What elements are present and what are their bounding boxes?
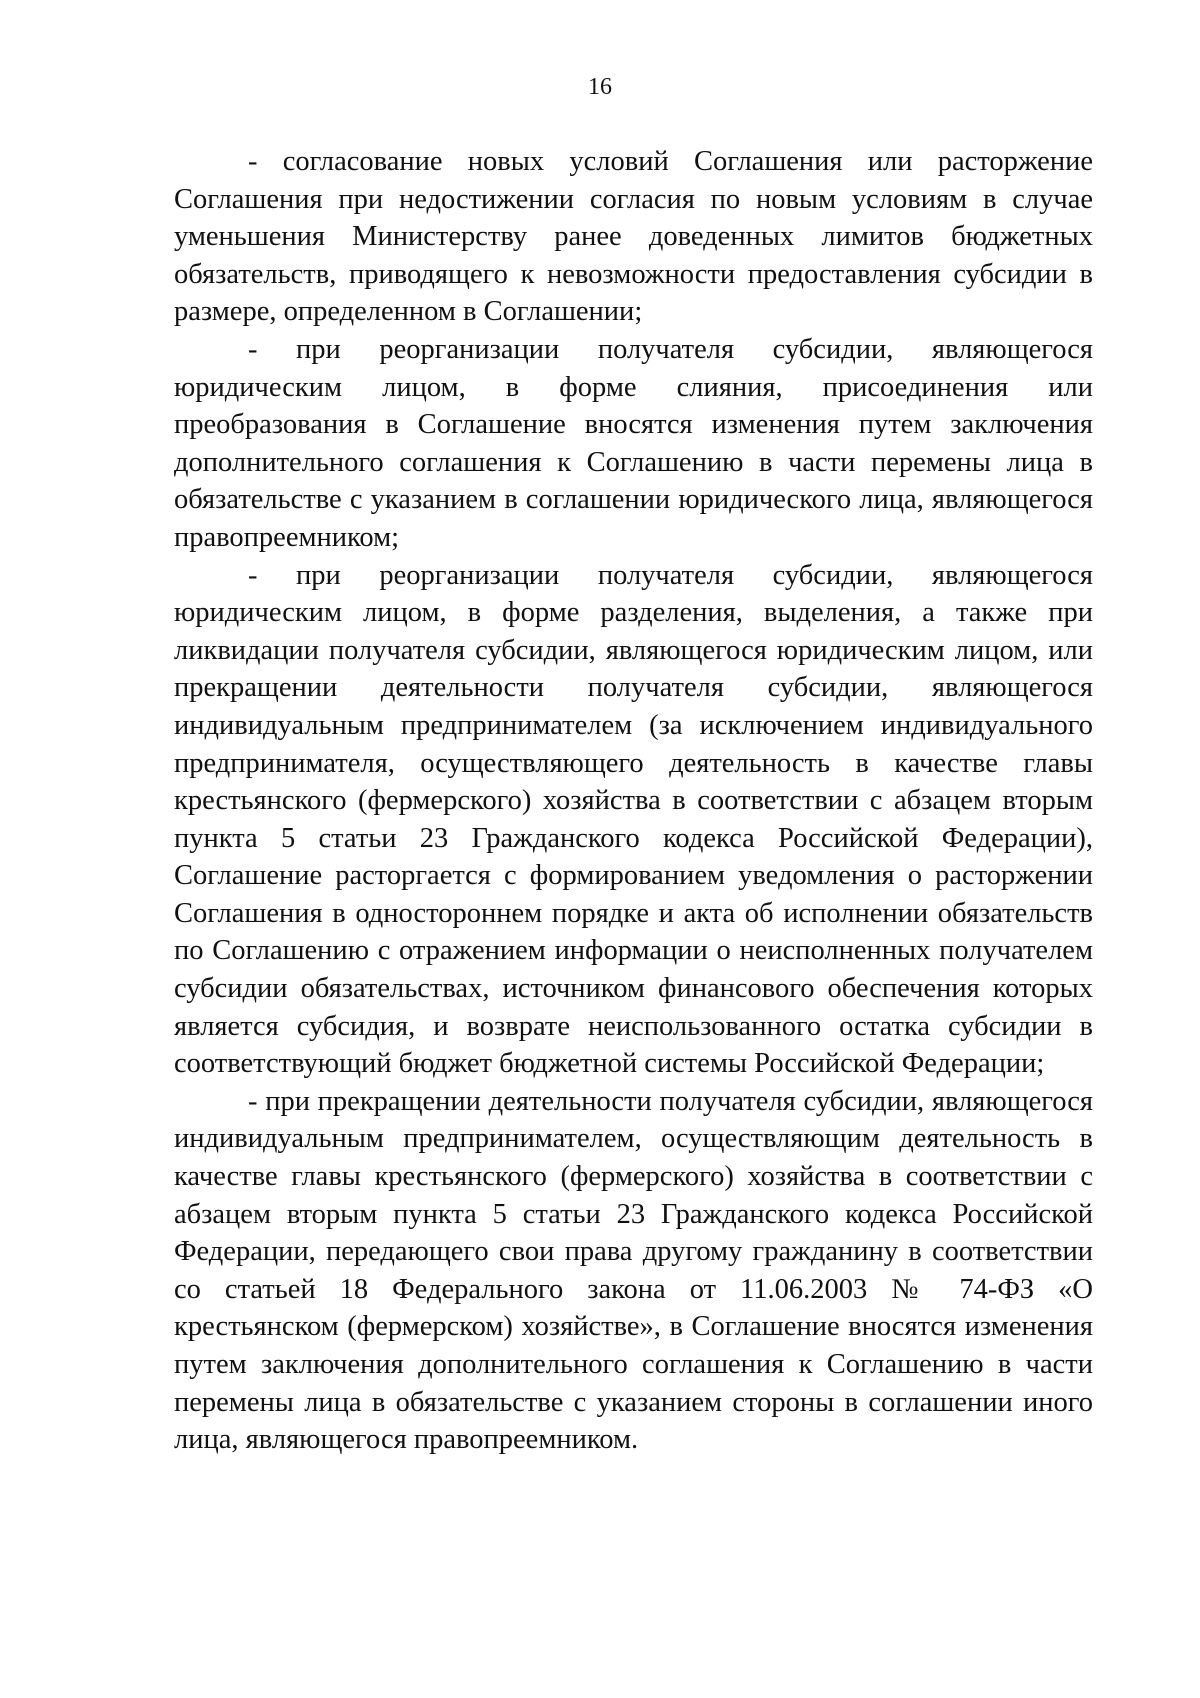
paragraph-farm-head-termination: - при прекращении деятельности получателя субсидии, являющегося индивидуальным предпринимателем, осуществляющим деятельность в качестве главы крестьянского (фермерского) хозяйства в соответствии с абзацем вторым пункта 5 статьи 23 Гражданского кодекса Российской Федерации, передающего свои права другому гражданину в соответствии со статьей 18 Федерального закона от 11.06.2003 № 74-ФЗ «О крестьянском (фермерском) хозяйстве», в Соглашение вносятся изменения путем заключения дополнительного соглашения к Соглашению в части перемены лица в обязательстве с указанием стороны в соглашении иного лица, являющегося правопреемником.: [174, 1085, 1093, 1456]
paragraph-reorganization-division: - при реорганизации получателя субсидии, являющегося юридическим лицом, в форме разделения, выделения, а также при ликвидации получателя субсидии, являющегося юридическим лицом, или прекращении деятельности получателя субсидии, являющегося индивидуальным предпринимателем (за исключением индивидуального предпринимателя, осуществляющего деятельность в качестве главы крестьянского (фермерского) хозяйства в соответствии с абзацем вторым пункта 5 статьи 23 Гражданского кодекса Российской Федерации), Соглашение расторгается с формированием уведомления о расторжении Соглашения в одностороннем порядке и акта об исполнении обязательств по Соглашению с отражением информации о неисполненных получателем субсидии обязательствах, источником финансового обеспечения которых является субсидия, и возврате неиспользованного остатка субсидии в соответствующий бюджет бюджетной системы Российской Федерации;: [174, 559, 1093, 1080]
paragraph-agreement-new-conditions: - согласование новых условий Соглашения или расторжение Соглашения при недостижении согласия по новым условиям в случае уменьшения Министерству ранее доведенных лимитов бюджетных обязательств, приводящего к невозможности предоставления субсидии в размере, определенном в Соглашении;: [174, 146, 1093, 328]
document-body: [174, 143, 1093, 1459]
page-number: 16: [588, 74, 612, 100]
paragraph-reorganization-merger: - при реорганизации получателя субсидии, являющегося юридическим лицом, в форме слияния, присоединения или преобразования в Соглашение вносятся изменения путем заключения дополнительного соглашения к Соглашению в части перемены лица в обязательстве с указанием в соглашении юридического лица, являющегося правопреемником;: [174, 333, 1093, 553]
